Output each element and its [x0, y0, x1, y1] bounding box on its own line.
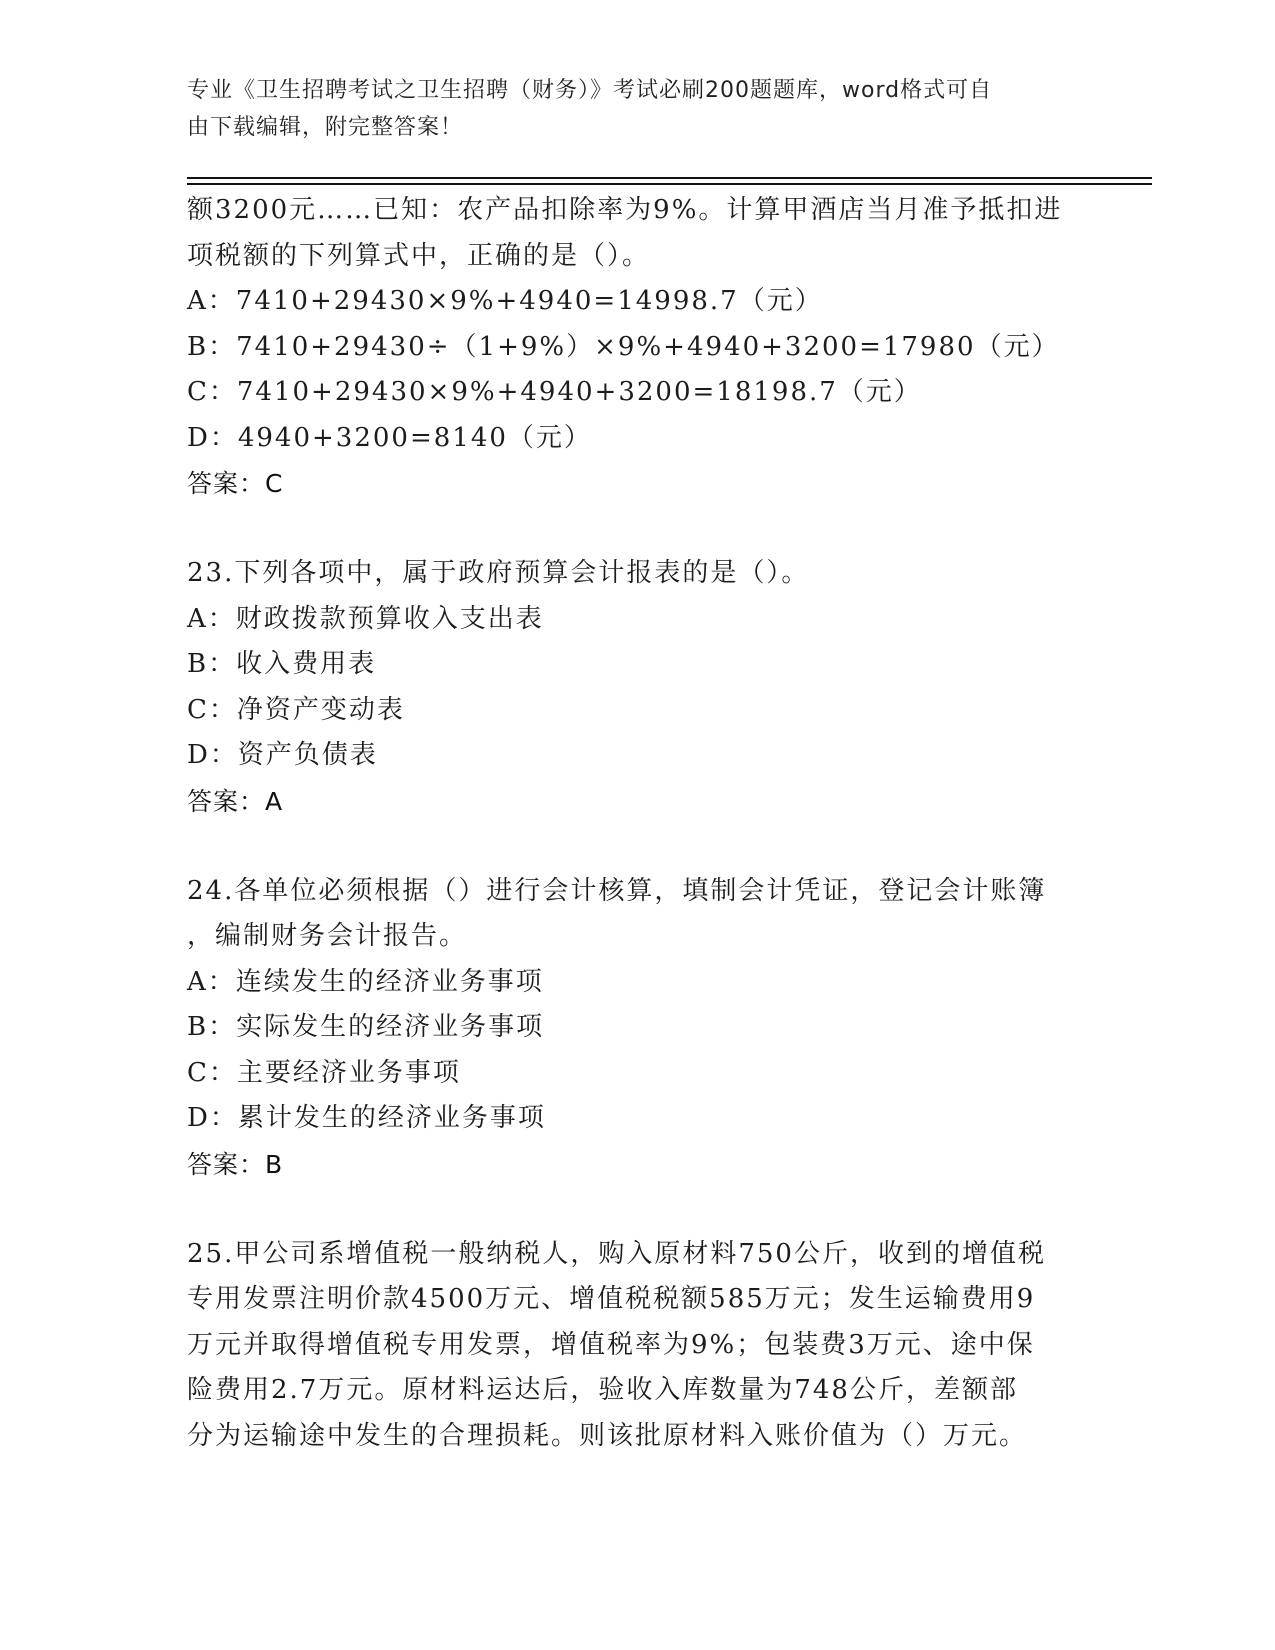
question-stem-line: 24.各单位必须根据（）进行会计核算，填制会计凭证，登记会计账簿: [187, 875, 1047, 906]
question-list: [187, 188, 1087, 1459]
question-24: [187, 869, 1087, 1188]
option-b: B：实际发生的经济业务事项: [187, 1012, 545, 1042]
option-c: C：主要经济业务事项: [187, 1057, 461, 1088]
header-line-2: 由下载编辑，附完整答案！: [187, 115, 464, 140]
header-divider-top: [187, 177, 1152, 179]
question-23: [187, 551, 1087, 825]
option-a: A：财政拨款预算收入支出表: [187, 603, 544, 634]
option-b: B：收入费用表: [187, 649, 377, 679]
option-a: A：连续发生的经济业务事项: [187, 966, 544, 997]
question-stem-line: 23.下列各项中，属于政府预算会计报表的是（）。: [187, 558, 810, 588]
option-c: C：7410+29430×9%+4940+3200=18198.7（元）: [187, 377, 922, 407]
option-c: C：净资产变动表: [187, 694, 405, 725]
header-divider-bottom: [187, 183, 1152, 185]
question-stem-line: 万元并取得增值税专用发票，增值税率为9%；包装费3万元、途中保: [187, 1329, 1035, 1360]
question-22: [187, 188, 1087, 507]
option-d: D：累计发生的经济业务事项: [187, 1103, 546, 1133]
question-stem-line: 险费用2.7万元。原材料运达后，验收入库数量为748公斤，差额部: [187, 1375, 1018, 1405]
document-header: [187, 72, 1067, 146]
question-stem-line: ，编制财务会计报告。: [187, 921, 468, 951]
question-stem-line: 专用发票注明价款4500万元、增值税税额585万元；发生运输费用9: [187, 1284, 1036, 1314]
answer-line: 答案：B: [187, 1149, 284, 1179]
option-d: D：4940+3200=8140（元）: [187, 422, 592, 453]
question-stem-line: 25.甲公司系增值税一般纳税人，购入原材料750公斤，收到的增值税: [187, 1238, 1046, 1269]
question-stem-line: 项税额的下列算式中，正确的是（）。: [187, 240, 651, 271]
option-d: D：资产负债表: [187, 740, 378, 770]
question-spacer: [187, 1188, 1087, 1232]
question-spacer: [187, 825, 1087, 869]
question-stem-line: 额3200元……已知：农产品扣除率为9%。计算甲酒店当月准予抵扣进: [187, 195, 1063, 225]
question-spacer: [187, 507, 1087, 551]
header-line-1: 专业《卫生招聘考试之卫生招聘（财务）》考试必刷200题题库，word格式可自: [187, 78, 993, 103]
answer-line: 答案：C: [187, 469, 284, 498]
option-a: A：7410+29430×9%+4940=14998.7（元）: [187, 286, 823, 316]
question-stem-line: 分为运输途中发生的合理损耗。则该批原材料入账价值为（）万元。: [187, 1420, 1028, 1451]
option-b: B：7410+29430÷（1+9%）×9%+4940+3200=17980（元）: [187, 331, 1060, 362]
question-25: [187, 1232, 1087, 1460]
answer-line: 答案：A: [187, 786, 284, 816]
